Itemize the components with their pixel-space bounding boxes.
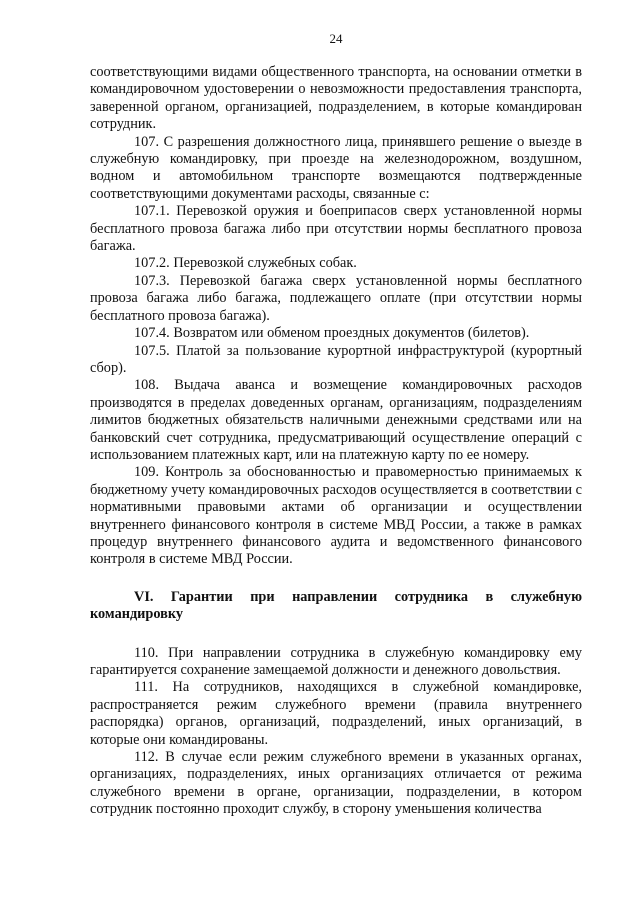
paragraph-111: 111. На сотрудников, находящихся в служебной командировке, распространяется режим служебного времени (правила внутреннего распорядка) органов, организаций, подразделений, иных организаций, в которые они командированы. — [90, 679, 582, 748]
paragraph-107: 107. С разрешения должностного лица, принявшего решение о выезде в служебную командировку, при проезде на железнодорожном, воздушном, водном и автомобильном транспорте возмещаются подтвержденные соответствующими документами расходы, связанные с: — [90, 133, 582, 202]
section-heading: VI. Гарантии при направлении сотрудника в служебную командировку — [90, 588, 582, 623]
paragraph-109: 109. Контроль за обоснованностью и правомерностью принимаемых к бюджетному учету командировочных расходов осуществляется в соответствии с нормативными правовыми актами об организации и осуществлении внутреннего финансового контроля в системе МВД России, а также в рамках процедур внутреннего финансового аудита и ведомственного финансового контроля в системе МВД России. — [90, 464, 582, 568]
paragraph-112: 112. В случае если режим служебного времени в указанных органах, организациях, подразделениях, иных организациях отличается от режима служебного времени в органе, организации, подразделении, в котором сотрудник постоянно проходит службу, в сторону уменьшения количества — [90, 749, 582, 818]
paragraph-107-2: 107.2. Перевозкой служебных собак. — [134, 255, 357, 272]
paragraph-107-4: 107.4. Возвратом или обменом проездных документов (билетов). — [134, 325, 530, 342]
paragraph-107-3: 107.3. Перевозкой багажа сверх установленной нормы бесплатного провоза багажа либо багажа, подлежащего оплате (при отсутствии нормы бесплатного провоза багажа). — [90, 272, 582, 324]
paragraph-107-1: 107.1. Перевозкой оружия и боеприпасов сверх установленной нормы бесплатного провоза багажа либо при отсутствии нормы бесплатного провоза багажа. — [90, 203, 582, 255]
paragraph-110: 110. При направлении сотрудника в служебную командировку ему гарантируется сохранение замещаемой должности и денежного довольствия. — [90, 644, 582, 678]
paragraph-continuation: соответствующими видами общественного транспорта, на основании отметки в командировочном удостоверении о невозможности предоставления транспорта, заверенной органом, организацией, подразделением, в которые командирован сотрудник. — [90, 64, 582, 133]
paragraph-107-5: 107.5. Платой за пользование курортной инфраструктурой (курортный сбор). — [90, 342, 582, 376]
page-number: 24 — [329, 31, 343, 46]
document-body — [90, 64, 582, 819]
paragraph-108: 108. Выдача аванса и возмещение командировочных расходов производятся в пределах доведенных органам, организациям, подразделениям лимитов бюджетных обязательств наличными денежными средствами или на банковский счет сотрудника, предусматривающий осуществление операций с использованием платежных карт, или на платежную карту по ее номеру. — [90, 377, 582, 463]
